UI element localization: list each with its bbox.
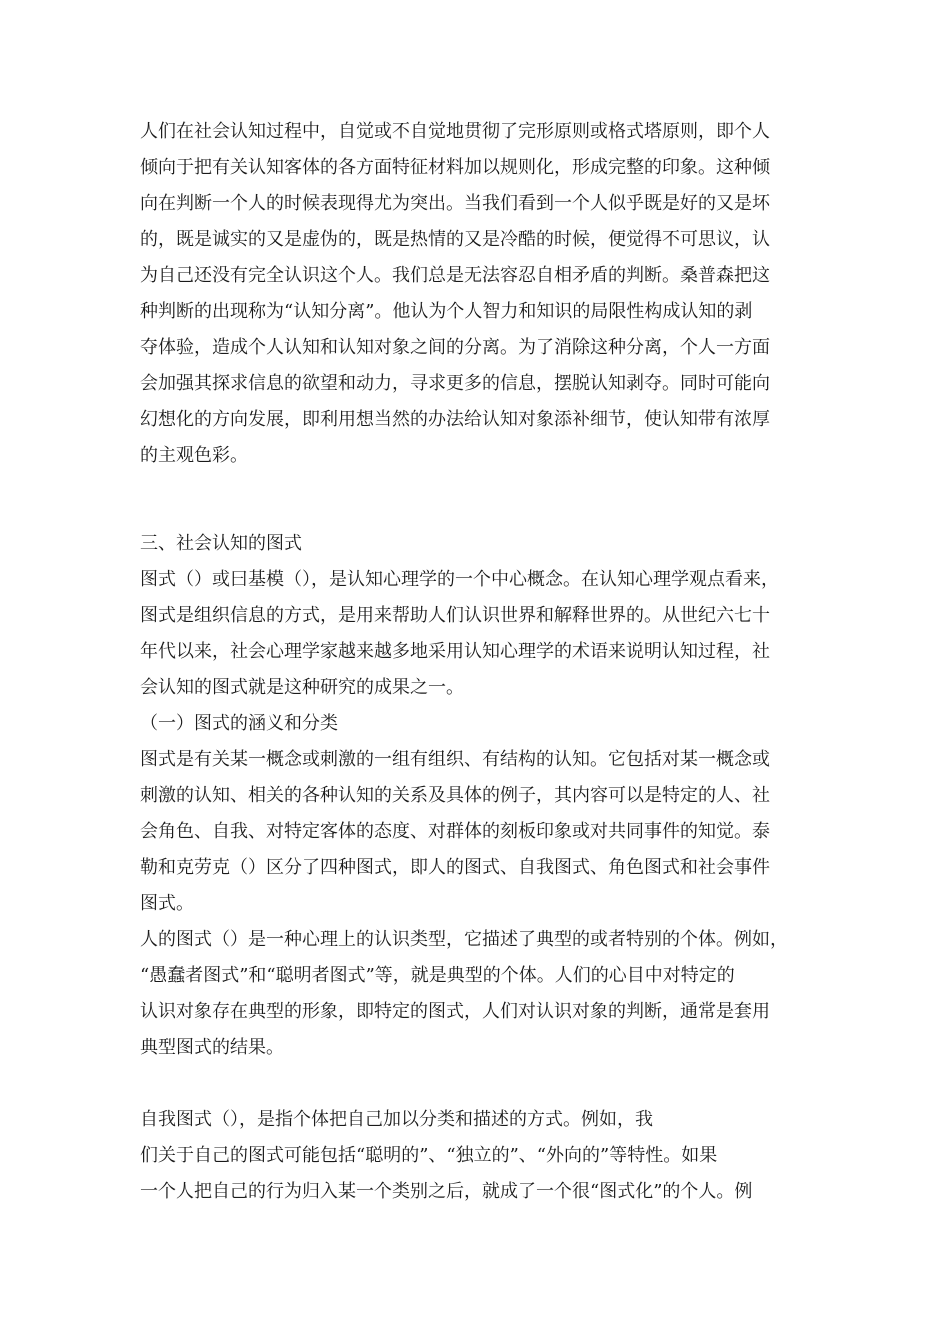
text-line: 夺体验，造成个人认知和认知对象之间的分离。为了消除这种分离，个人一方面: [140, 337, 770, 358]
text-line: 们关于自己的图式可能包括“聪明的”、“独立的”、“外向的”等特性。如果: [140, 1145, 718, 1166]
paragraph-schema-definition: [140, 742, 830, 922]
text-line: 种判断的出现称为“认知分离”。他认为个人智力和知识的局限性构成认知的剥: [140, 301, 753, 322]
subsection-heading-definition: [140, 706, 830, 742]
text-line: 自我图式（），是指个体把自己加以分类和描述的方式。例如，我: [140, 1109, 653, 1130]
text-line: 刺激的认知、相关的各种认知的关系及具体的例子，其内容可以是特定的人、社: [140, 785, 770, 806]
text-line: 人的图式（）是一种心理上的认识类型，它描述了典型的或者特别的个体。例如，: [140, 929, 788, 950]
text-line: 倾向于把有关认知客体的各方面特征材料加以规则化，形成完整的印象。这种倾: [140, 157, 770, 178]
paragraph-schema-intro: [140, 562, 830, 706]
text-line: 一个人把自己的行为归入某一个类别之后，就成了一个很“图式化”的个人。例: [140, 1181, 753, 1202]
text-line: 典型图式的结果。: [140, 1037, 284, 1058]
text-line: 的，既是诚实的又是虚伪的，既是热情的又是冷酷的时候，便觉得不可思议，认: [140, 229, 770, 250]
text-line: 向在判断一个人的时候表现得尤为突出。当我们看到一个人似乎既是好的又是坏: [140, 193, 770, 214]
text-line: 勒和克劳克（）区分了四种图式，即人的图式、自我图式、角色图式和社会事件: [140, 857, 770, 878]
text-line: 图式是有关某一概念或刺激的一组有组织、有结构的认知。它包括对某一概念或: [140, 749, 770, 770]
text-line: 会角色、自我、对特定客体的态度、对群体的刻板印象或对共同事件的知觉。泰: [140, 821, 770, 842]
text-line: 年代以来，社会心理学家越来越多地采用认知心理学的术语来说明认知过程，社: [140, 641, 770, 662]
paragraph-gestalt: [140, 114, 830, 474]
heading-text: （一）图式的涵义和分类: [140, 713, 338, 734]
text-line: 幻想化的方向发展，即利用想当然的办法给认知对象添补细节，使认知带有浓厚: [140, 409, 770, 430]
text-line: “愚蠢者图式”和“聪明者图式”等，就是典型的个体。人们的心目中对特定的: [140, 965, 735, 986]
paragraph-self-schema: [140, 1102, 830, 1210]
text-line: 图式（）或曰基模（），是认知心理学的一个中心概念。在认知心理学观点看来，: [140, 569, 779, 590]
section-heading-schema: [140, 526, 830, 562]
text-line: 认识对象存在典型的形象，即特定的图式，人们对认识对象的判断，通常是套用: [140, 1001, 770, 1022]
text-line: 的主观色彩。: [140, 445, 248, 466]
text-line: 会加强其探求信息的欲望和动力，寻求更多的信息，摆脱认知剥夺。同时可能向: [140, 373, 770, 394]
text-line: 为自己还没有完全认识这个人。我们总是无法容忍自相矛盾的判断。桑普森把这: [140, 265, 770, 286]
text-line: 会认知的图式就是这种研究的成果之一。: [140, 677, 464, 698]
text-line: 图式。: [140, 893, 194, 914]
heading-text: 三、社会认知的图式: [140, 533, 302, 554]
text-line: 图式是组织信息的方式，是用来帮助人们认识世界和解释世界的。从世纪六七十: [140, 605, 770, 626]
text-line: 人们在社会认知过程中，自觉或不自觉地贯彻了完形原则或格式塔原则，即个人: [140, 121, 770, 142]
paragraph-person-schema: [140, 922, 830, 1066]
